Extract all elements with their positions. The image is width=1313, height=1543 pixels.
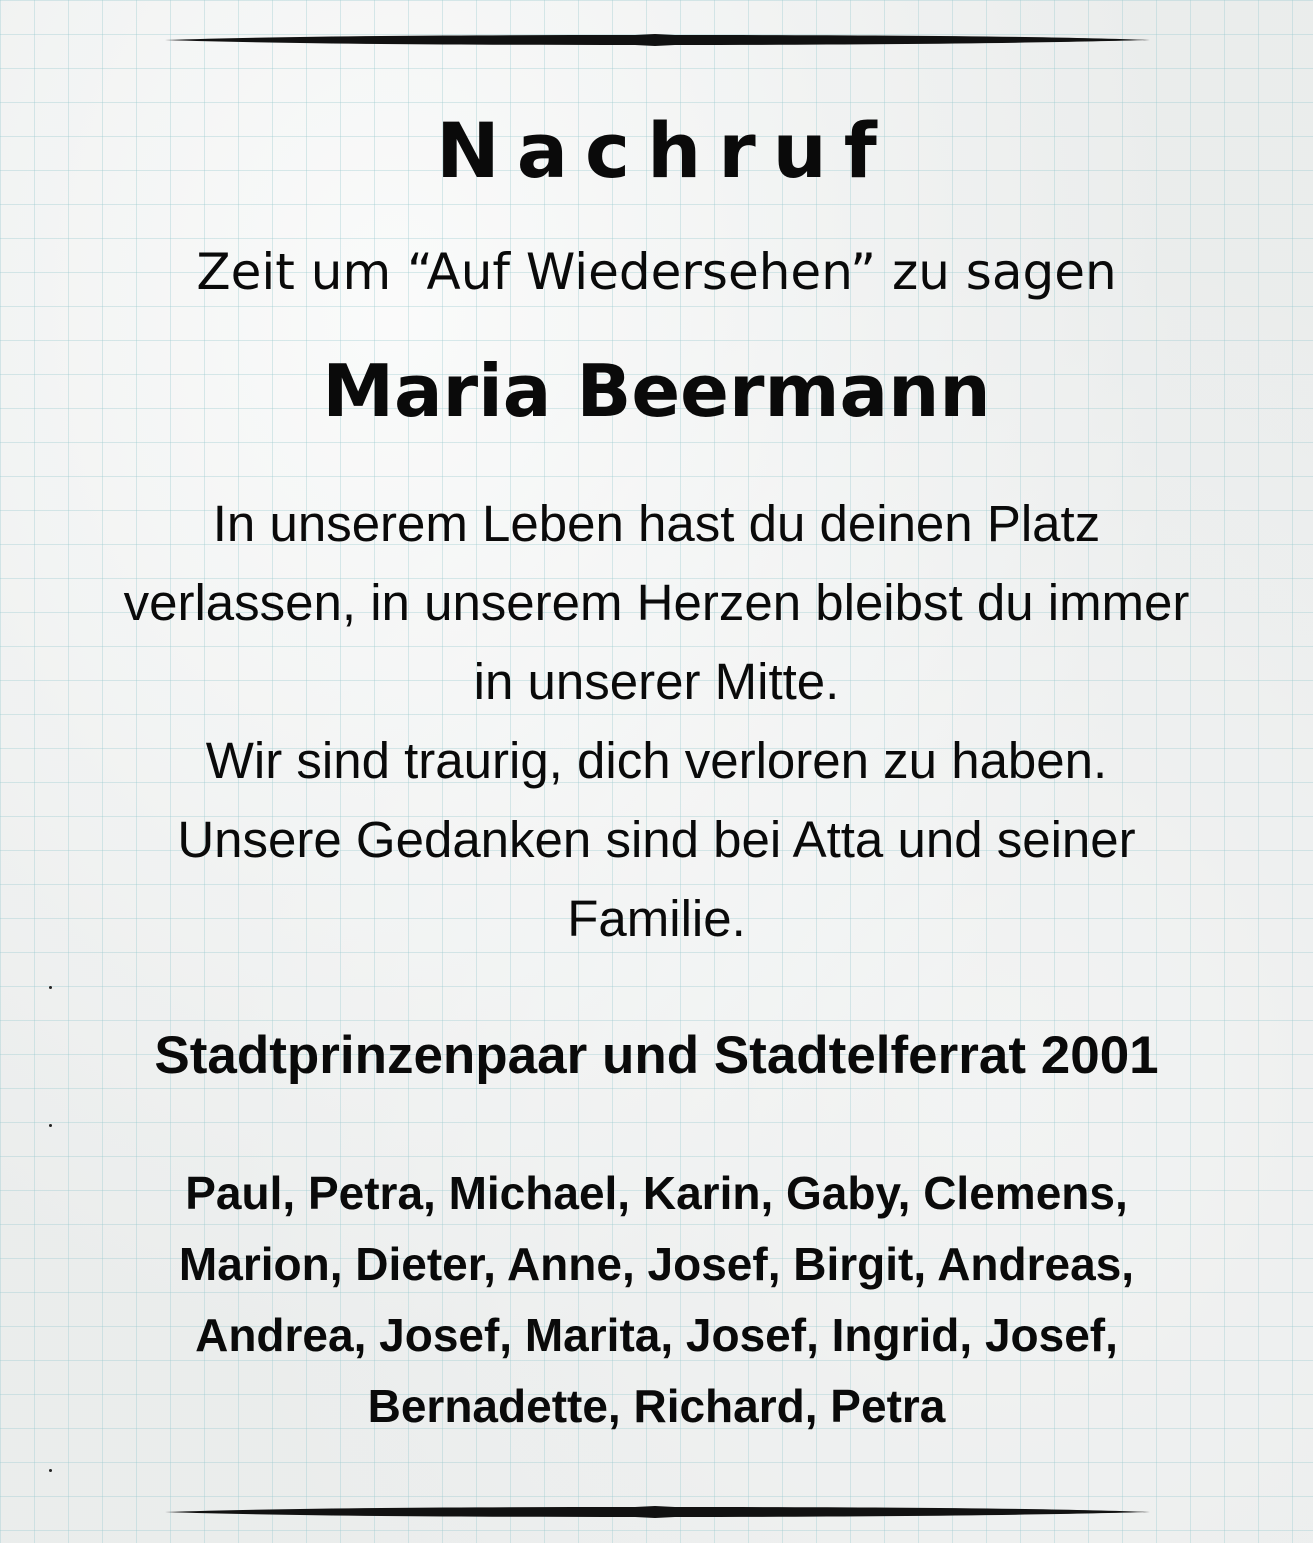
deceased-name: Maria Beermann	[322, 349, 991, 433]
names-line: Andrea, Josef, Marita, Josef, Ingrid, Josef,	[195, 1309, 1118, 1361]
top-divider-stroke	[165, 31, 1150, 49]
message-line: Familie.	[567, 890, 746, 947]
condolence-message	[40, 484, 1273, 958]
separator-dot	[49, 986, 52, 989]
names-line: Paul, Petra, Michael, Karin, Gaby, Clemens,	[185, 1167, 1128, 1219]
message-line: verlassen, in unserem Herzen bleibst du immer	[123, 574, 1190, 631]
names-line: Marion, Dieter, Anne, Josef, Birgit, Andreas,	[178, 1238, 1135, 1290]
bottom-divider-line	[165, 1503, 1150, 1521]
message-line: Wir sind traurig, dich verloren zu haben.	[205, 732, 1108, 789]
message-line: In unserem Leben hast du deinen Platz	[212, 495, 1101, 552]
separator-dot	[49, 1124, 52, 1127]
message-line: in unserer Mitte.	[473, 653, 840, 710]
top-divider-line	[165, 31, 1150, 49]
notice-subtitle: Zeit um “Auf Wiedersehen” zu sagen	[196, 243, 1117, 301]
separator-dot	[49, 1469, 52, 1472]
bottom-divider-stroke	[165, 1503, 1150, 1521]
sender-names	[60, 1158, 1253, 1442]
message-line: Unsere Gedanken sind bei Atta und seiner	[177, 811, 1136, 868]
sender-group: Stadtprinzenpaar und Stadtelferrat 2001	[154, 1026, 1159, 1085]
notice-title: Nachruf	[436, 106, 894, 195]
names-line: Bernadette, Richard, Petra	[367, 1380, 946, 1432]
